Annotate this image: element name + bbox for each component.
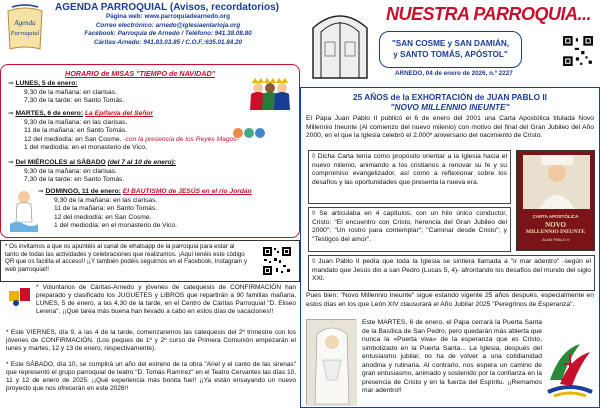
book-series: CARTA APOSTÓLICA bbox=[532, 214, 579, 219]
book-author: JUAN PABLO II bbox=[541, 237, 570, 242]
book-title-2: MILLENNIO INEUNTE bbox=[525, 229, 586, 235]
toys-icon bbox=[8, 285, 32, 307]
sunday-entry: ⇒ DOMINGO, 11 de enero: El BAUTISMO de JESÚS en el río Jordán 9,30 de la mañana: en las clarisas. 11 de la mañana: en Santo Tomás. 12 del mediodía: en San Cosme. 1 del mediodía: en el monasterio de Vico. bbox=[38, 188, 252, 230]
article-title: 25 AÑOS de la EXHORTACIÓN de JUAN PABLO II bbox=[353, 92, 547, 102]
jubilee-logo-icon bbox=[544, 334, 596, 400]
arrow-right-icon: ⇒ bbox=[8, 80, 16, 87]
monday-entry: ⇒ LUNES, 5 de enero: 9,30 de la mañana: en clarisas. 7,30 de la tarde: en Santo Tomás. bbox=[8, 80, 125, 105]
newsletter-title: NUESTRA PARROQUIA... bbox=[386, 4, 592, 24]
book-title-1: NOVO bbox=[545, 221, 566, 229]
holy-door-icon bbox=[305, 2, 375, 80]
web-line: Página web: www.parroquiadearnedo.org bbox=[106, 13, 230, 20]
masses-title: HORARIO de MISAS "TIEMPO de NAVIDAD" bbox=[65, 69, 216, 78]
caritas-line: Cáritas-Arnedo: 941.83.03.85 / C.O.F.:635.01.84.20 bbox=[93, 38, 243, 46]
article-box-chapters: ◊ Se articulaba en 4 capítulos, con un hilo único conductor, Cristo: "El encuentro con Cristo, herencia del Gran Jubileo del 2000"; "Un rostro para contemplar"; "Caminar desde Cristo"; y "Testigos del amor". bbox=[308, 207, 511, 252]
weekdays-entry: ⇒ Del MIÉRCOLES al SÁBADO (del 7 al 10 de enero): 9,30 de la mañana: en clarisas. 7,30 de la tarde: en Santo Tomás. bbox=[8, 159, 177, 184]
friday-notice: * Este VIERNES, día 9, a las 4 de la tarde, comenzaremos las catequesis del 2º trimestre con los jóvenes de CONFIRMACIÓN. (Los peques de 1º y 2º curso de Primera Comunión empezarán el lunes y martes, 12 y 13 de enero, respectivamente). bbox=[6, 329, 296, 352]
email-line: Correo electrónico: arnedo@iglesiaenlarioja.org bbox=[95, 21, 241, 29]
article-intro: El Papa Juan Pablo II publicó el 6 de enero del 2001 una Carta Apostólica titulada Novo Millennio Ineunte (Al comienzo del nuevo milenio) con motivo del final del Gran Jubileo del Año 2000, en el que la Iglesia celebró el 2.000º aniversario del nacimiento de Cristo. bbox=[306, 115, 594, 139]
svg-text:Parroquial: Parroquial bbox=[10, 30, 40, 37]
svg-text:Agenda: Agenda bbox=[14, 19, 36, 27]
newsletter-column bbox=[300, 0, 600, 408]
issue-date: ARNEDO, 04 de enero de 2026, n.º 2227 bbox=[395, 70, 513, 77]
teresa-icon bbox=[306, 319, 356, 405]
qr-code-icon[interactable] bbox=[562, 35, 594, 67]
facebook-line: Facebook: Parroquia de Arnedo / Teléfono: 941.38.08.80 bbox=[84, 30, 252, 38]
tuesday-entry: ⇒ MARTES, 6 de enero: La Epifanía del Señor 9,30 de la mañana: en las clarisas. 11 de la mañana: en Santo Tomás. 12 del mediodía: en San Cosme. -con la presencia de los Reyes Magos- 1 del mediodía: en el monasterio de Vico. bbox=[8, 110, 239, 152]
qr-code-icon[interactable] bbox=[262, 246, 292, 276]
article-box-purpose: ◊ Dicha Carta tenía como propósito orientar a la Iglesia hacia el nuevo milenio, animando a los cristianos a renovar su fe y su compromiso evangelizador, así como a reflexionar sobre los desafíos y las oportunidades que presenta la nueva era. bbox=[308, 150, 511, 204]
article-subtitle: "NOVO MILLENNIO INEUNTE" bbox=[390, 102, 510, 112]
agenda-logo-icon bbox=[4, 3, 46, 53]
agenda-subtitle: (Avisos, recordatorios) bbox=[169, 2, 279, 13]
agenda-header bbox=[0, 0, 300, 63]
article-final: Este MARTES, 6 de enero, el Papa cerrará la Puerta Santa de la Basílica de San Pedro, pero quedarán más abierta que nunca la «Puerta viva» de la esperanza que es Cristo, simbolizado en la Puerta Santa... La Iglesia, después del entusiasmo jubilar, no ha de volver a una cotidianidad anodina y rutinaria. Al contrario, nos espera un camino de gran entusiasmo, animado y sostenido por la confianza en la presencia de Cristo y en la fuerza del Espíritu. ¡¡Remamos mar adentro!! bbox=[362, 319, 542, 394]
baptism-icon bbox=[8, 188, 40, 234]
saturday-notice: * Este SÁBADO, día 10, se cumplirá un año del estreno de la obra "Ariel y el canto de las sirenas" que representó el grupo parroquial de teatro "D. Tomás Ramírez" en el Teatro Cervantes las días 10, 11 y 12 de enero de 2025. ¡¡Qué experiencia más bonita fue!! ¡¡Ya están ensayando un nuevo proyecto que nos ofrecerán en este 2026!! bbox=[6, 361, 296, 392]
whatsapp-notice: * Os invitamos a que os apuntéis al canal de whatsapp de la parroquia para estar al tanto de todas las actividades y celebraciones que realizamos. ¡Aquí tenéis este código QR que os facilita el acceso!! ¡¡Y también podéis seguirnos en el Facebook, Instagram y web parroquial!! bbox=[0, 240, 300, 282]
agenda-title: AGENDA PARROQUIAL bbox=[55, 2, 168, 13]
volunteers-notice: * Voluntarios de Cáritas-Arnedo y jóvenes de catequesis de CONFIRMACIÓN han preparado y clasificado los JUGUETES y LIBROS que repartirán a 90 familias mañana, LUNES, 5 de enero, a las 4,30 de la tarde, en el Centro de Cáritas Parroquial "D. Eliseo Lerena". ¡¡Qué tarea más buena han llevado a cabo en estos días de vacaciones!! bbox=[0, 284, 300, 316]
newsletter-header bbox=[300, 0, 600, 84]
pope-book-icon bbox=[516, 150, 595, 251]
article-middle: Pues bien: "Novo Millennio Ineunte" sigue estando vigente 25 años después, especialmente en estos días en los que León XIV clausurará el Año Jubilar 2025 "Peregrinos de Esperanza". bbox=[306, 292, 594, 308]
kings-icon bbox=[248, 76, 292, 112]
parishes-frame: "SAN COSME y SAN DAMIÁN, y SANTO TOMÁS, APÓSTOL" bbox=[379, 31, 522, 68]
article-box-mission: ◊ Juan Pablo II pedía que toda la Iglesia se sintiera llamada a "ir mar adentro" -según el mandato que Jesús dio a san Pedro (Lucas 5, 4)- afrontando los desafíos del mundo del siglo XXI. bbox=[308, 255, 595, 291]
